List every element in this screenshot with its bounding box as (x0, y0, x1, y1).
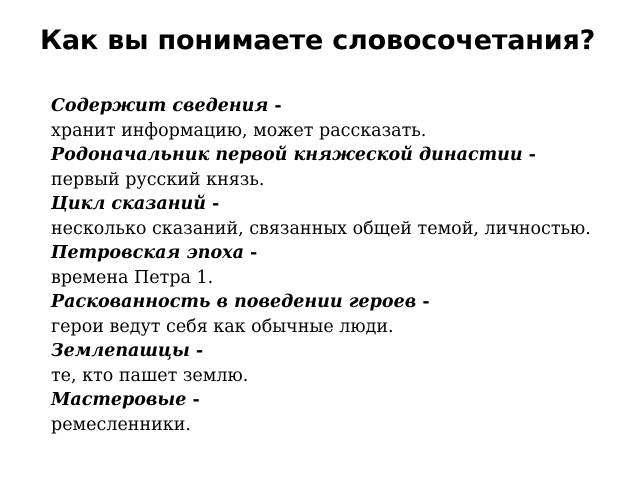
term (51, 388, 614, 413)
list-item (51, 241, 614, 290)
term-dash: - (250, 243, 258, 263)
term-text: Раскованность в поведении героев (51, 292, 417, 312)
term-dash: - (528, 145, 536, 165)
term (51, 143, 614, 168)
term-text: Цикл сказаний (51, 194, 206, 214)
list-item (51, 94, 614, 143)
term-dash: - (212, 194, 220, 214)
list-item (51, 143, 614, 192)
term (51, 94, 614, 119)
term (51, 241, 614, 266)
term-text: Землепашцы (51, 341, 190, 361)
term-text: Мастеровые (51, 390, 187, 410)
term (51, 339, 614, 364)
definition: первый русский князь. (51, 169, 265, 190)
definition: те, кто пашет землю. (51, 365, 249, 386)
list-item (51, 339, 614, 388)
list-item (51, 388, 614, 437)
list-item (51, 290, 614, 339)
list-item (51, 192, 614, 241)
term-dash: - (274, 96, 282, 116)
term-dash: - (422, 292, 430, 312)
term-dash: - (192, 390, 200, 410)
term (51, 192, 614, 217)
definition: времена Петра 1. (51, 267, 214, 288)
definition: герои ведут себя как обычные люди. (51, 316, 394, 337)
definitions-list (51, 94, 614, 437)
term-text: Содержит сведения (51, 96, 269, 116)
slide-title: Как вы понимаете словосочетания? (40, 25, 596, 56)
definition: ремесленники. (51, 414, 191, 435)
term-text: Петровская эпоха (51, 243, 244, 263)
definition: несколько сказаний, связанных общей темой, личностью. (51, 218, 591, 239)
definition: хранит информацию, может рассказать. (51, 120, 427, 141)
term-text: Родоначальник первой княжеской династии (51, 145, 523, 165)
term (51, 290, 614, 315)
term-dash: - (195, 341, 204, 361)
